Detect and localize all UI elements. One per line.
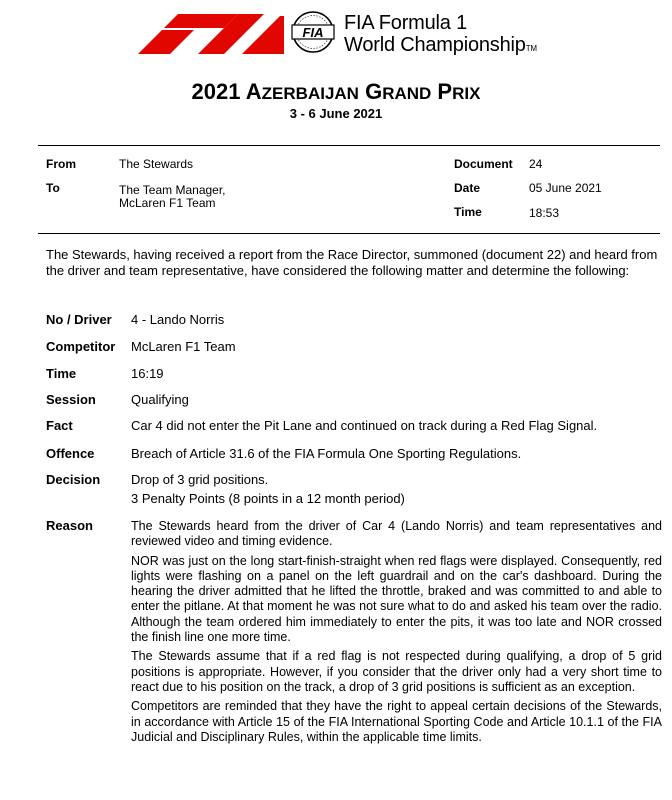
to-value-line2: McLaren F1 Team xyxy=(119,196,216,210)
date-value: 05 June 2021 xyxy=(529,181,602,195)
from-label: From xyxy=(46,157,76,171)
title-part: RAND xyxy=(382,84,432,103)
title-part: 2021 A xyxy=(191,79,262,104)
fact-value: Car 4 did not enter the Pit Lane and continued on track during a Red Flag Signal. xyxy=(131,418,598,433)
driver-label: No / Driver xyxy=(46,312,112,327)
org-name-line2 xyxy=(344,34,537,60)
fia-emblem-icon xyxy=(288,10,338,54)
title-part: ZERBAIJAN xyxy=(261,84,359,103)
title-part: G xyxy=(358,79,383,104)
competitor-value: McLaren F1 Team xyxy=(131,339,236,354)
org-name-line2-text: World Championship xyxy=(344,34,526,56)
offence-value: Breach of Article 31.6 of the FIA Formula One Sporting Regulations. xyxy=(131,446,522,461)
reason-paragraph: The Stewards heard from the driver of Car 4 (Lando Norris) and team representatives and reviewed video and timing evidence. xyxy=(131,519,662,549)
time-label: Time xyxy=(454,205,482,219)
decision-value-line2: 3 Penalty Points (8 points in a 12 month period) xyxy=(131,491,405,506)
reason-paragraph: The Stewards assume that if a red flag is not respected during qualifying, a drop of 5 grid positions is appropriate. However, if you consider that the driver only had a very short time to react due to his position on the track, a drop of 3 grid positions is sufficient as an exception. xyxy=(131,649,662,694)
date-label: Date xyxy=(454,181,481,195)
decision-value-line1: Drop of 3 grid positions. xyxy=(131,472,269,487)
driver-value: 4 - Lando Norris xyxy=(131,312,225,327)
fia-emblem-label: FIA xyxy=(302,25,324,40)
reason-paragraph: NOR was just on the long start-finish-straight when red flags were displayed. Consequently, red lights were flashing on a panel on the left guardrail and on the car's dashboard. During the hearing the driver admitted that he lifted the throttle, braked and was committed to and able to enter the pitlane. At that moment he was not sure what to do and asked his team over the radio. Although the team ordered him immediately to enter the pits, it was too late and NOR crossed the finish line one more time. xyxy=(131,553,662,645)
title-part: P xyxy=(431,79,453,104)
document-number: 24 xyxy=(529,157,543,171)
incident-time-value: 16:19 xyxy=(131,366,164,381)
event-title xyxy=(0,79,672,107)
top-divider xyxy=(38,145,660,146)
org-name-line1: FIA Formula 1 xyxy=(344,12,467,34)
event-dates: 3 - 6 June 2021 xyxy=(289,106,383,121)
trademark-mark: TM xyxy=(525,44,537,53)
session-label: Session xyxy=(46,392,96,407)
decision-label: Decision xyxy=(46,472,101,487)
session-value: Qualifying xyxy=(131,392,189,407)
to-value-line1: The Team Manager, xyxy=(119,183,226,197)
f1-logo xyxy=(138,14,286,54)
offence-label: Offence xyxy=(46,446,95,461)
to-label: To xyxy=(46,181,60,195)
fact-label: Fact xyxy=(46,418,73,433)
from-value: The Stewards xyxy=(119,157,194,171)
bottom-divider xyxy=(38,233,660,234)
reason-paragraph: Competitors are reminded that they have the right to appeal certain decisions of the Stewards, in accordance with Article 15 of the FIA International Sporting Code and Article 10.1.1 of the FIA Judicial and Disciplinary Rules, within the applicable time limits. xyxy=(131,699,662,744)
intro-paragraph: The Stewards, having received a report from the Race Director, summoned (document 22) and heard from the driver and team representative, have considered the following matter and determine the following: xyxy=(46,247,658,278)
title-part: RIX xyxy=(452,84,481,103)
reason-text xyxy=(131,519,662,749)
incident-time-label: Time xyxy=(46,366,77,381)
time-value: 18:53 xyxy=(529,206,560,220)
competitor-label: Competitor xyxy=(46,339,116,354)
reason-label: Reason xyxy=(46,518,93,533)
document-label: Document xyxy=(454,157,513,171)
